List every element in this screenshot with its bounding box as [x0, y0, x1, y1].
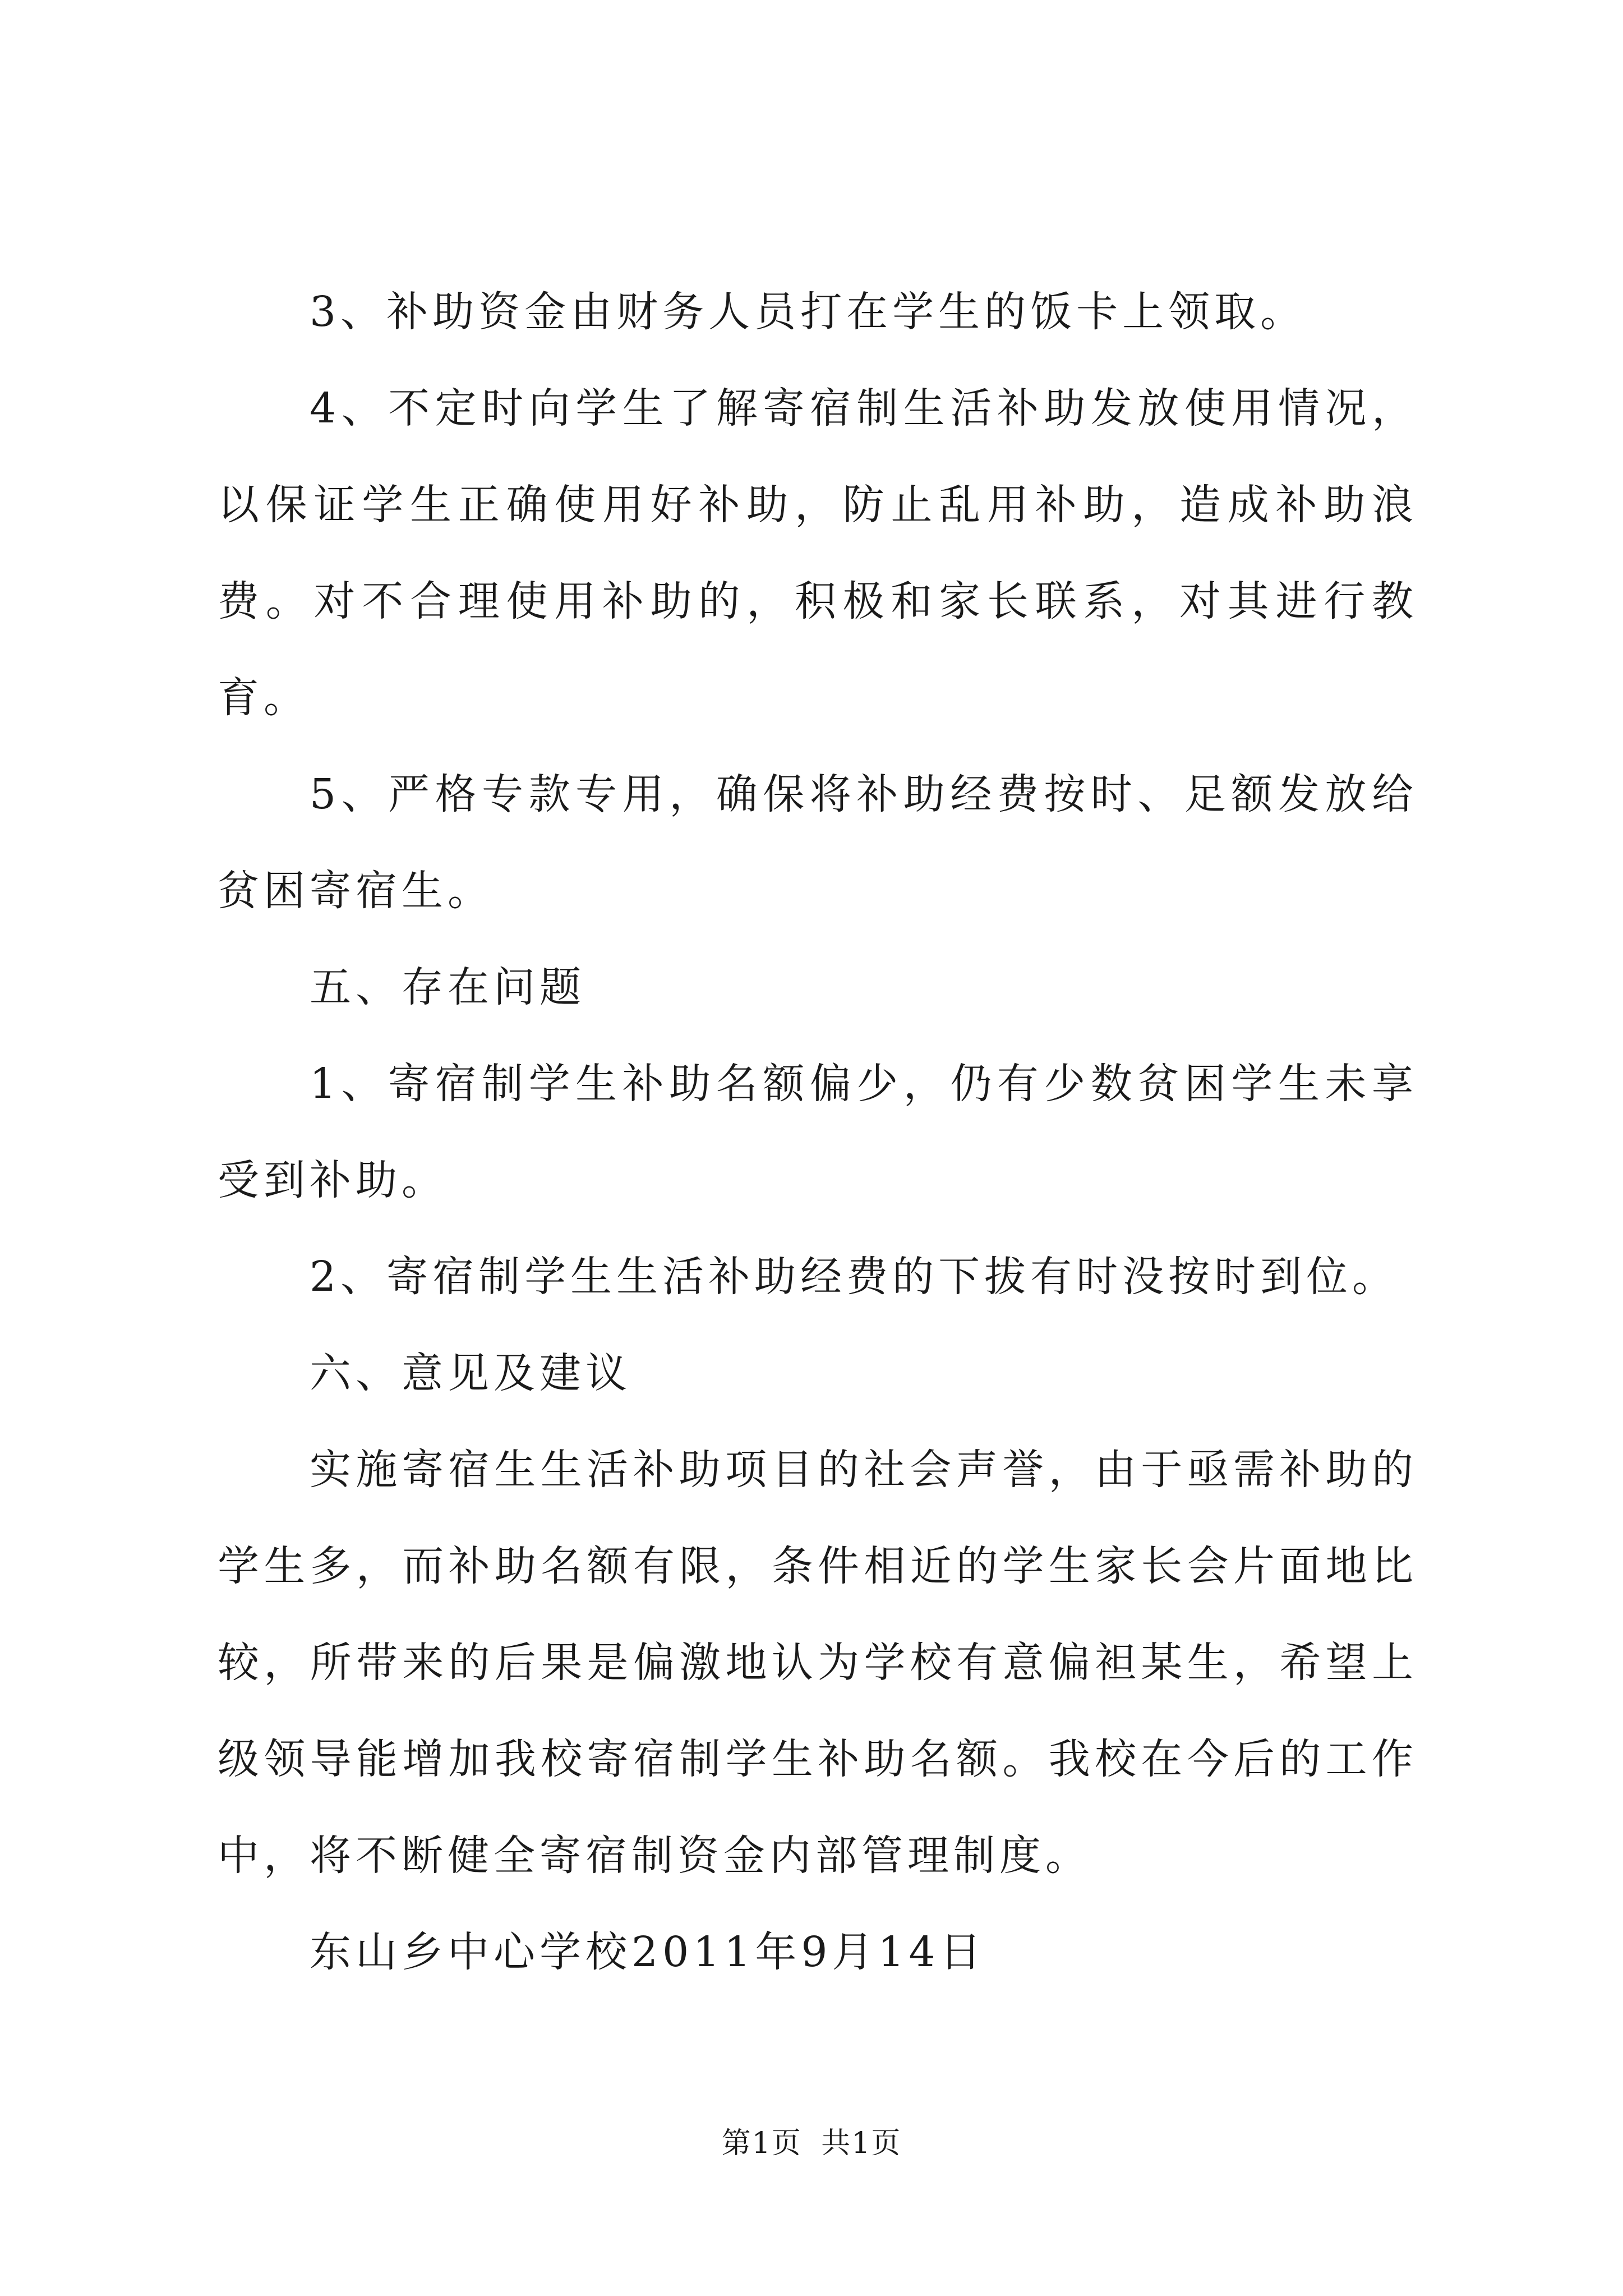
- page-footer: [0, 2119, 1623, 2161]
- paragraph-item-3: 3、补助资金由财务人员打在学生的饭卡上领取。: [310, 288, 1307, 336]
- signature-line: 东山乡中心学校2011年9月14日: [310, 1928, 986, 1976]
- paragraph-problem-2: 2、寄宿制学生生活补助经费的下拔有时没按时到位。: [310, 1253, 1399, 1301]
- paragraph-item-4: 4、不定时向学生了解寄宿制生活补助发放使用情况，以保证学生正确使用好补助，防止乱用补助，造成补助浪费。对不合理使用补助的，积极和家长联系，对其进行教育。: [218, 384, 1418, 722]
- paragraph-suggestion: 实施寄宿生生活补助项目的社会声誉，由于亟需补助的学生多，而补助名额有限，条件相近的学生家长会片面地比较，所带来的后果是偏激地认为学校有意偏袒某生，希望上级领导能增加我校寄宿制学生补助名额。我校在今后的工作中，将不断健全寄宿制资金内部管理制度。: [218, 1446, 1418, 1880]
- page-number: 第1页: [721, 2127, 802, 2160]
- paragraph-item-5: 5、严格专款专用，确保将补助经费按时、足额发放给贫困寄宿生。: [218, 770, 1418, 915]
- section-heading-problems: 五、存在问题: [310, 963, 585, 1011]
- page-total: 共1页: [821, 2127, 902, 2160]
- paragraph-problem-1: 1、寄宿制学生补助名额偏少，仍有少数贫困学生未享受到补助。: [218, 1060, 1418, 1204]
- section-heading-suggestions: 六、意见及建议: [310, 1349, 631, 1397]
- document-body: [218, 264, 1418, 2000]
